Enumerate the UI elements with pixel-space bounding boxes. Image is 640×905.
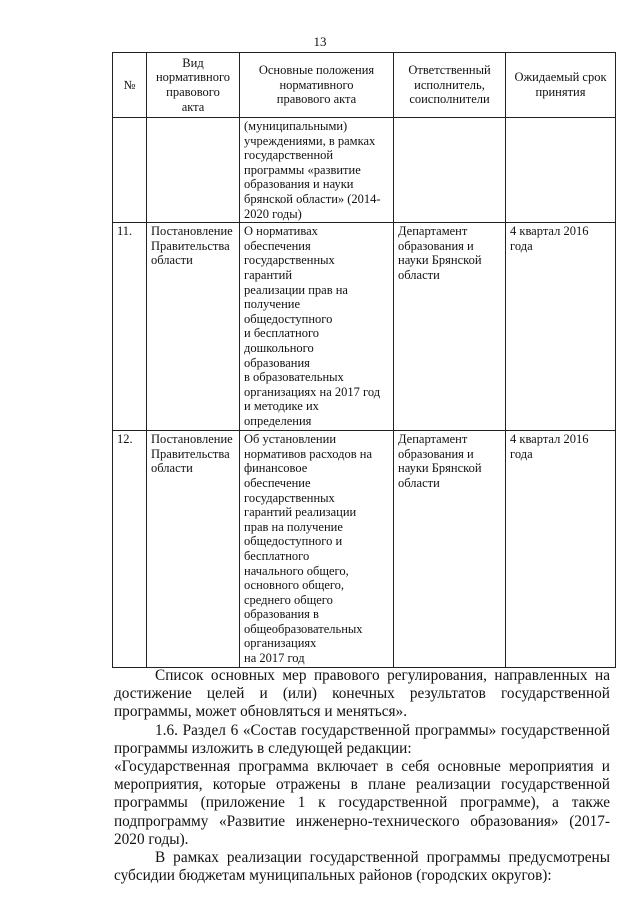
cell-number [113,118,147,223]
paragraph: Список основных мер правового регулирования, направленных на достижение целей и (или) конечных результатов государственной программы, может обновляться и меняться». [114,667,610,721]
cell-executor: Департамент образования и науки Брянской области [394,223,506,431]
body-text [114,667,610,885]
header-executor: Ответственный исполнитель, соисполнители [394,53,506,118]
table-row [113,118,616,223]
paragraph: «Государственная программа включает в себя основные мероприятия и мероприятия, которые отражены в плане реализации государственной программы (приложение 1 к государственной программе), а также подпрограмму «Развитие инженерно-технического образования» (2017- 2020 годы). [114,758,610,848]
table-header-row [113,53,616,118]
cell-number: 12. [113,431,147,668]
cell-deadline [506,118,616,223]
regulatory-acts-table [112,52,616,668]
cell-executor: Департамент образования и науки Брянской области [394,431,506,668]
header-deadline: Ожидаемый срок принятия [506,53,616,118]
paragraph: В рамках реализации государственной программы предусмотрены субсидии бюджетам муниципальных районов (городских округов): [114,849,610,885]
cell-number: 11. [113,223,147,431]
cell-deadline: 4 квартал 2016 года [506,223,616,431]
paragraph: 1.6. Раздел 6 «Состав государственной программы» государственной программы изложить в следующей редакции: [114,721,610,757]
cell-provisions: Об установлении нормативов расходов на финансовое обеспечение государственных гарантий реализации прав на получение общедоступного и бесплатного начального общего, основного общего, среднего общего образования в общеобразовательных организациях на 2017 год [240,431,394,668]
cell-deadline: 4 квартал 2016 года [506,431,616,668]
cell-act-type: Постановление Правительства области [147,223,240,431]
header-provisions: Основные положения нормативного правового акта [240,53,394,118]
page-number: 13 [313,34,327,49]
cell-provisions: (муниципальными) учреждениями, в рамках государственной программы «развитие образования и науки брянской области» (2014- 2020 годы) [240,118,394,223]
table-row [113,223,616,431]
cell-executor [394,118,506,223]
cell-provisions: О нормативах обеспечения государственных гарантий реализации прав на получение общедоступного и бесплатного дошкольного образования в образовательных организациях на 2017 год и методике их определения [240,223,394,431]
cell-act-type [147,118,240,223]
header-act-type: Вид нормативного правового акта [147,53,240,118]
cell-act-type: Постановление Правительства области [147,431,240,668]
table-row [113,431,616,668]
header-number: № [113,53,147,118]
